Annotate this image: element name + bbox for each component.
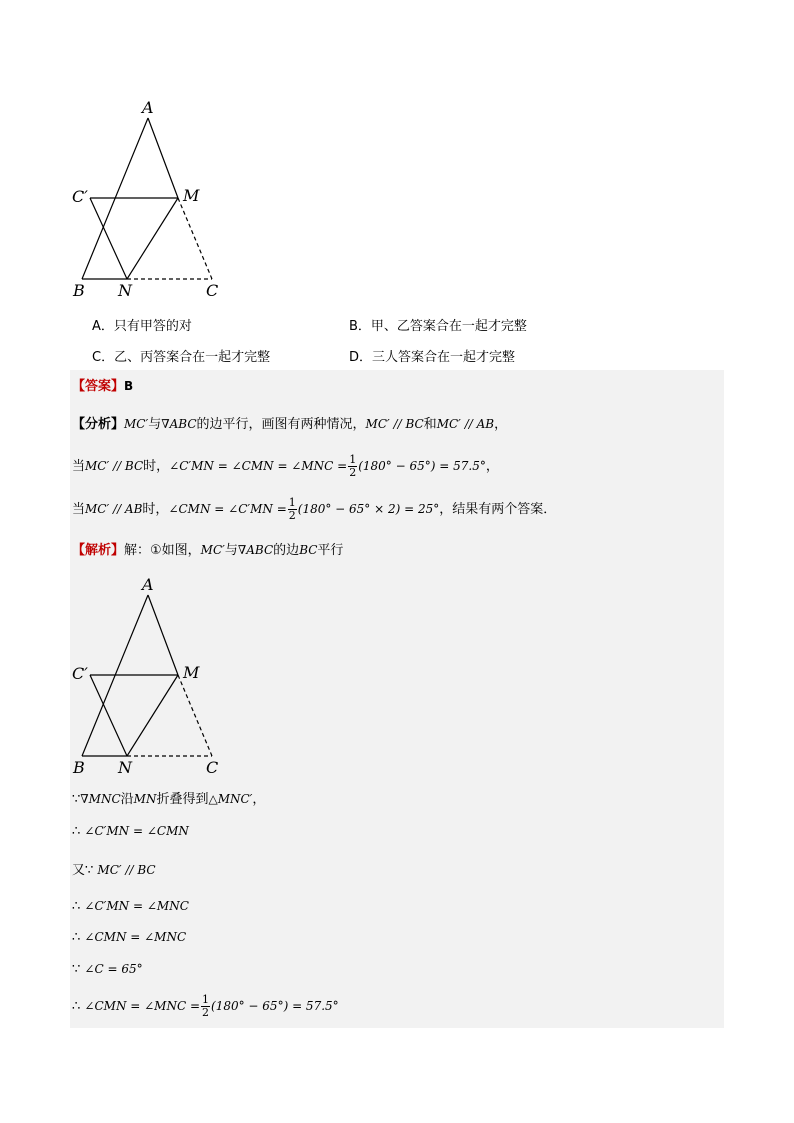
analysis-line-1: [72, 414, 507, 435]
text: 与: [148, 417, 162, 432]
fraction: [288, 497, 297, 522]
math-value: (180° − 65°) = 57.5°: [211, 999, 339, 1013]
fraction-num: 1: [202, 993, 210, 1006]
text: ，: [494, 417, 508, 432]
label-a: A: [142, 98, 154, 117]
segment-mc-dashed: [178, 675, 212, 756]
label-cprime: C′: [72, 187, 88, 206]
label-c: C: [206, 281, 219, 300]
solution-line-4: [72, 860, 156, 881]
segment-cn: [90, 675, 127, 756]
text: 时，: [142, 502, 169, 517]
fraction-num: 1: [349, 453, 357, 466]
math-triangle: ∇MNC: [80, 792, 121, 806]
text: 又∵: [72, 863, 94, 878]
math-parallel: MC′ // BC: [97, 863, 156, 877]
solution-line-5: [72, 896, 189, 917]
text: 平行: [317, 543, 344, 558]
math-parallel: MC′ // AB: [85, 502, 143, 516]
fraction-num: 1: [288, 496, 296, 509]
side-am: [148, 118, 178, 198]
option-d: D．三人答案合在一起才完整: [349, 350, 516, 365]
answer-line: [72, 376, 133, 397]
math-angles: ∠C′MN = ∠CMN: [84, 824, 189, 838]
because-symbol: ∵: [72, 792, 81, 807]
math-value: (180° − 65°) = 57.5°: [358, 459, 486, 473]
text: ，结果有两个答案．: [439, 502, 557, 517]
math-mc: MC′: [124, 417, 149, 431]
segment-mc-dashed: [178, 198, 212, 279]
label-m: M: [183, 186, 200, 205]
text: ，: [485, 459, 499, 474]
math-angles: ∠CMN = ∠C′MN =: [168, 502, 287, 516]
fraction-den: 2: [202, 1006, 210, 1019]
text: 和: [423, 417, 437, 432]
solution-line-7: [72, 959, 143, 980]
side-am: [148, 595, 178, 675]
segment-cn: [90, 198, 127, 279]
solution-line-6: [72, 927, 186, 948]
segment-mn: [127, 198, 178, 279]
triangle-figure-top: [60, 95, 240, 305]
math-triangle: ∇ABC: [161, 417, 197, 431]
label-n: N: [118, 281, 132, 300]
analysis-line-3: [72, 497, 556, 522]
option-a: A．只有甲答的对: [92, 319, 192, 334]
label-cprime: C′: [72, 664, 88, 683]
math-angles: ∠CMN = ∠MNC: [84, 930, 187, 944]
math-parallel: MC′ // BC: [365, 417, 424, 431]
math-mn: MN: [133, 792, 157, 806]
option-b: B．甲、乙答案合在一起才完整: [349, 319, 527, 334]
fraction: [201, 994, 210, 1019]
solution-tag: 【解析】: [72, 543, 125, 558]
math-angles: ∠C′MN = ∠MNC: [84, 899, 189, 913]
therefore-symbol: ∴: [72, 824, 81, 839]
therefore-symbol: ∴: [72, 930, 81, 945]
segment-mn: [127, 675, 178, 756]
label-m: M: [183, 663, 200, 682]
math-angles: ∠C′MN = ∠CMN = ∠MNC =: [169, 459, 348, 473]
fraction-den: 2: [349, 466, 357, 479]
option-c: C．乙、丙答案合在一起才完整: [92, 350, 271, 365]
text: 的边平行，画图有两种情况，: [196, 417, 366, 432]
fraction-den: 2: [288, 509, 296, 522]
answer-tag: 【答案】: [72, 379, 125, 394]
text: 的边: [273, 543, 300, 558]
label-a: A: [142, 575, 154, 594]
text: 当: [72, 502, 86, 517]
label-b: B: [73, 758, 85, 777]
solution-line-2: [72, 789, 265, 810]
solution-line-1: [72, 540, 343, 561]
analysis-tag: 【分析】: [72, 417, 125, 432]
text: 当: [72, 459, 86, 474]
label-b: B: [73, 281, 85, 300]
math-triangle: △MNC′: [208, 792, 253, 806]
math-angles: ∠CMN = ∠MNC =: [84, 999, 201, 1013]
fraction: [348, 454, 357, 479]
text: 与: [224, 543, 238, 558]
triangle-figure-solution: [60, 572, 240, 782]
label-n: N: [118, 758, 132, 777]
solution-line-3: [72, 821, 189, 842]
math-value: (180° − 65° × 2) = 25°: [297, 502, 440, 516]
text: 折叠得到: [156, 792, 209, 807]
label-c: C: [206, 758, 219, 777]
because-symbol: ∵: [72, 962, 81, 977]
text: ，: [252, 792, 266, 807]
math-triangle: ∇ABC: [237, 543, 274, 557]
math-mc: MC′: [200, 543, 225, 557]
therefore-symbol: ∴: [72, 899, 81, 914]
text: 时，: [143, 459, 170, 474]
answer-value: B: [124, 379, 134, 393]
text: 解：①如图，: [124, 543, 201, 558]
solution-line-8: [72, 994, 339, 1019]
math-parallel: MC′ // AB: [436, 417, 495, 431]
text: 沿: [120, 792, 134, 807]
therefore-symbol: ∴: [72, 999, 81, 1014]
math-parallel: MC′ // BC: [85, 459, 144, 473]
analysis-line-2: [72, 454, 499, 479]
math-bc: BC: [299, 543, 318, 557]
math-angle-c: ∠C = 65°: [84, 962, 143, 976]
